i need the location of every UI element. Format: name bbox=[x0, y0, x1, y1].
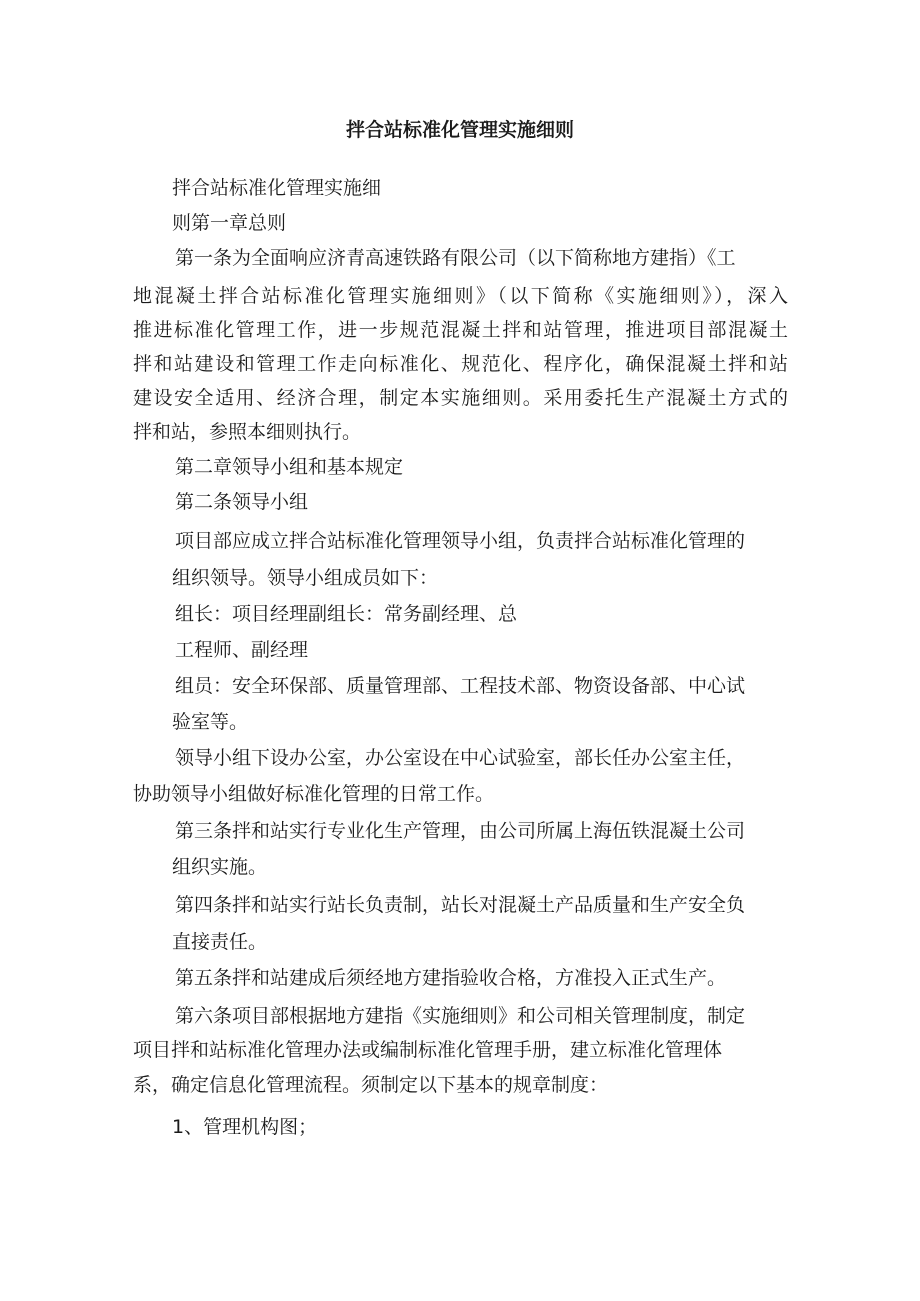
paragraph-line: 第四条拌和站实行站长负责制，站长对混凝土产品质量和生产安全负 bbox=[175, 894, 746, 916]
paragraph-line: 项目部应成立拌合站标准化管理领导小组，负责拌合站标准化管理的 bbox=[175, 530, 746, 552]
paragraph-line: 则第一章总则 bbox=[172, 212, 287, 234]
paragraph-line: 组织领导。领导小组成员如下： bbox=[172, 567, 439, 589]
document-title: 拌合站标准化管理实施细则 bbox=[345, 119, 574, 141]
paragraph-line: 项目拌和站标准化管理办法或编制标准化管理手册，建立标准化管理体 bbox=[133, 1039, 723, 1061]
paragraph-line: 拌和站建设和管理工作走向标准化、规范化、程序化，确保混凝土拌和站 bbox=[133, 353, 788, 375]
article-heading: 第二条领导小组 bbox=[175, 491, 309, 513]
paragraph-line: 协助领导小组做好标准化管理的日常工作。 bbox=[133, 783, 495, 805]
paragraph-line: 直接责任。 bbox=[172, 931, 268, 953]
paragraph-line: 拌和站，参照本细则执行。 bbox=[133, 421, 362, 443]
paragraph-line: 组长：项目经理副组长：常务副经理、总 bbox=[175, 603, 518, 625]
paragraph-line: 领导小组下设办公室，办公室设在中心试验室，部长任办公室主任， bbox=[175, 747, 746, 769]
paragraph-line: 系，确定信息化管理流程。须制定以下基本的规章制度： bbox=[133, 1074, 609, 1096]
paragraph-line: 组员：安全环保部、质量管理部、工程技术部、物资设备部、中心试 bbox=[175, 675, 746, 697]
list-item: 1、管理机构图； bbox=[172, 1116, 318, 1138]
paragraph-line: 验室等。 bbox=[172, 711, 249, 733]
paragraph-line: 组织实施。 bbox=[172, 856, 268, 878]
paragraph-line: 第五条拌和站建成后须经地方建指验收合格，方准投入正式生产。 bbox=[175, 967, 727, 989]
paragraph-line: 推进标准化管理工作，进一步规范混凝土拌和站管理，推进项目部混凝土 bbox=[133, 319, 788, 341]
paragraph-line: 拌合站标准化管理实施细 bbox=[172, 177, 382, 199]
paragraph-line: 地混凝土拌合站标准化管理实施细则》（以下简称《实施细则》），深入 bbox=[133, 285, 788, 307]
paragraph-line: 第三条拌和站实行专业化生产管理，由公司所属上海伍铁混凝土公司 bbox=[175, 820, 746, 842]
paragraph-line: 建设安全适用、经济合理，制定本实施细则。采用委托生产混凝土方式的 bbox=[133, 387, 788, 409]
paragraph-line: 工程师、副经理 bbox=[175, 639, 309, 661]
chapter-heading: 第二章领导小组和基本规定 bbox=[175, 456, 404, 478]
paragraph-line: 第六条项目部根据地方建指《实施细则》和公司相关管理制度，制定 bbox=[175, 1005, 746, 1027]
paragraph-line: 第一条为全面响应济青高速铁路有限公司（以下简称地方建指）《工 bbox=[175, 247, 736, 269]
